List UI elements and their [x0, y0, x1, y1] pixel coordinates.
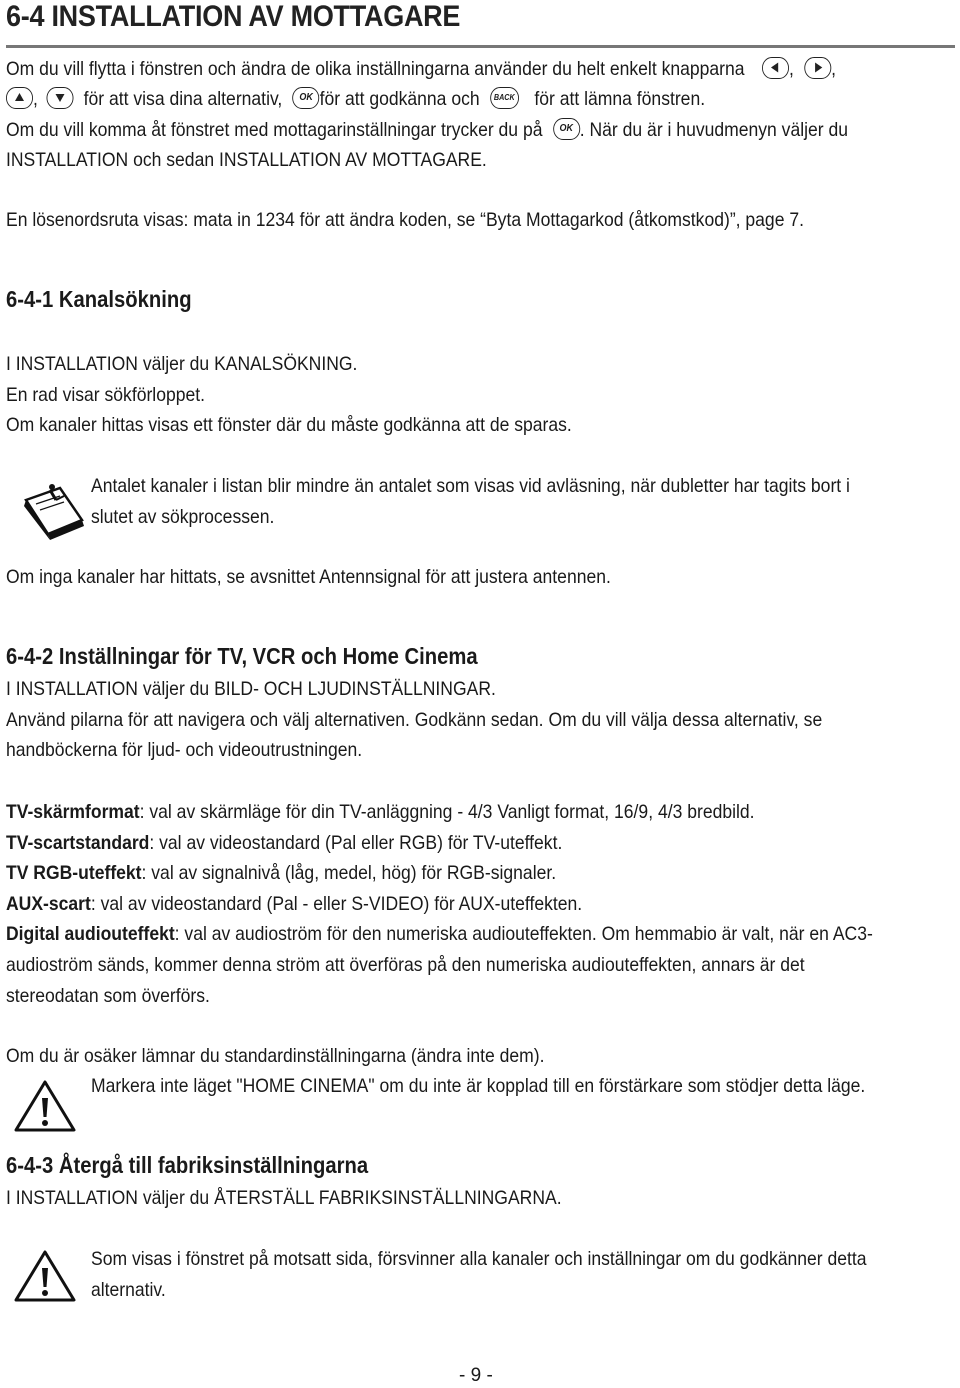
comma: , [789, 58, 794, 80]
section-heading-tv-vcr: 6-4-2 Inställningar för TV, VCR och Home Cinema [6, 643, 478, 669]
ok-button-icon: OK [293, 87, 320, 109]
down-arrow-button-icon [46, 87, 73, 109]
option-term: TV RGB-uteffekt [6, 862, 142, 884]
s1-note-line-1: Antalet kanaler i listan blir mindre än antalet som visas vid avläsning, när dubletter har tagits bort i [91, 475, 850, 497]
page-title: 6-4 INSTALLATION AV MOTTAGARE [6, 0, 461, 33]
intro-line-4: INSTALLATION och sedan INSTALLATION AV MOTTAGARE. [6, 149, 487, 171]
option-text: : val av videostandard (Pal eller RGB) för TV-uteffekt. [149, 832, 563, 854]
title-rule [6, 45, 955, 48]
section-heading-kanalsokning: 6-4-1 Kanalsökning [6, 286, 192, 312]
left-arrow-button-icon [762, 57, 789, 79]
s2-warning: Markera inte läget "HOME CINEMA" om du inte är kopplad till en förstärkare som stödjer detta läge. [91, 1075, 866, 1097]
option-item [6, 861, 556, 885]
ok-button-icon: OK [553, 118, 580, 140]
option-continuation: audioström sänds, kommer denna ström att överföras på den numeriska audiouteffekten, annars är det [6, 954, 805, 976]
s3-warning-line-1: Som visas i fönstret på motsatt sida, försvinner alla kanaler och inställningar om du godkänner detta [91, 1248, 867, 1270]
s2-line: I INSTALLATION väljer du BILD- OCH LJUDINSTÄLLNINGAR. [6, 678, 496, 700]
comma: , [33, 88, 38, 110]
intro-line-3 [6, 118, 848, 142]
intro-line-2 [6, 87, 705, 111]
option-text: : val av skärmläge för din TV-anläggning - 4/3 Vanligt format, 16/9, 4/3 bredbild. [139, 801, 755, 823]
option-term: TV-scartstandard [6, 832, 150, 854]
warning-triangle-icon [12, 1078, 78, 1134]
intro-text: Om du vill komma åt fönstret med mottagarinställningar trycker du på [6, 119, 543, 141]
option-continuation: stereodatan som överförs. [6, 985, 210, 1007]
up-arrow-button-icon [6, 87, 33, 109]
warning-triangle-icon [12, 1248, 78, 1304]
notepad-pencil-icon [20, 478, 86, 544]
intro-text: för att godkänna och [319, 88, 480, 110]
page-number: - 9 - [459, 1365, 493, 1386]
option-text: : val av signalnivå (låg, medel, hög) för RGB-signaler. [141, 862, 557, 884]
s1-note-line-2: slutet av sökprocessen. [91, 506, 275, 528]
option-text: : val av audioström för den numeriska audiouteffekten. Om hemmabio är valt, när en AC3- [174, 923, 873, 945]
s3-line: I INSTALLATION väljer du ÅTERSTÄLL FABRIKSINSTÄLLNINGARNA. [6, 1187, 562, 1209]
intro-text: för att visa dina alternativ, [83, 88, 283, 110]
back-button-icon: BACK [490, 87, 519, 109]
option-text: : val av videostandard (Pal - eller S-VIDEO) för AUX-uteffekten. [90, 893, 583, 915]
s2-line: handböckerna för ljud- och videoutrustningen. [6, 739, 363, 761]
right-arrow-button-icon [804, 57, 831, 79]
s2-unsure: Om du är osäker lämnar du standardinställningarna (ändra inte dem). [6, 1045, 545, 1067]
option-term: AUX-scart [6, 893, 91, 915]
section-heading-fabriksinstallningar: 6-4-3 Återgå till fabriksinställningarna [6, 1152, 369, 1178]
option-item [6, 892, 582, 916]
password-note: En lösenordsruta visas: mata in 1234 för att ändra koden, se “Byta Mottagarkod (åtkomstkod)”, page 7. [6, 209, 804, 231]
option-item [6, 831, 562, 855]
s3-warning-line-2: alternativ. [91, 1279, 166, 1301]
comma: , [831, 58, 837, 80]
intro-line-1 [6, 57, 836, 81]
intro-text: . När du är i huvudmenyn väljer du [579, 119, 849, 141]
intro-text: för att lämna fönstren. [534, 88, 706, 110]
option-term: TV-skärmformat [6, 801, 140, 823]
s1-line: I INSTALLATION väljer du KANALSÖKNING. [6, 353, 358, 375]
option-term: Digital audiouteffekt [6, 923, 175, 945]
s2-line: Använd pilarna för att navigera och välj alternativen. Godkänn sedan. Om du vill välja dessa alternativ, se [6, 709, 823, 731]
option-item [6, 922, 873, 946]
s1-line: Om kanaler hittas visas ett fönster där du måste godkänna att de sparas. [6, 414, 572, 436]
option-item [6, 800, 755, 824]
s1-after: Om inga kanaler har hittats, se avsnittet Antennsignal för att justera antennen. [6, 566, 611, 588]
s1-line: En rad visar sökförloppet. [6, 384, 205, 406]
intro-text: Om du vill flytta i fönstren och ändra de olika inställningarna använder du helt enkelt knapparna [6, 58, 745, 80]
